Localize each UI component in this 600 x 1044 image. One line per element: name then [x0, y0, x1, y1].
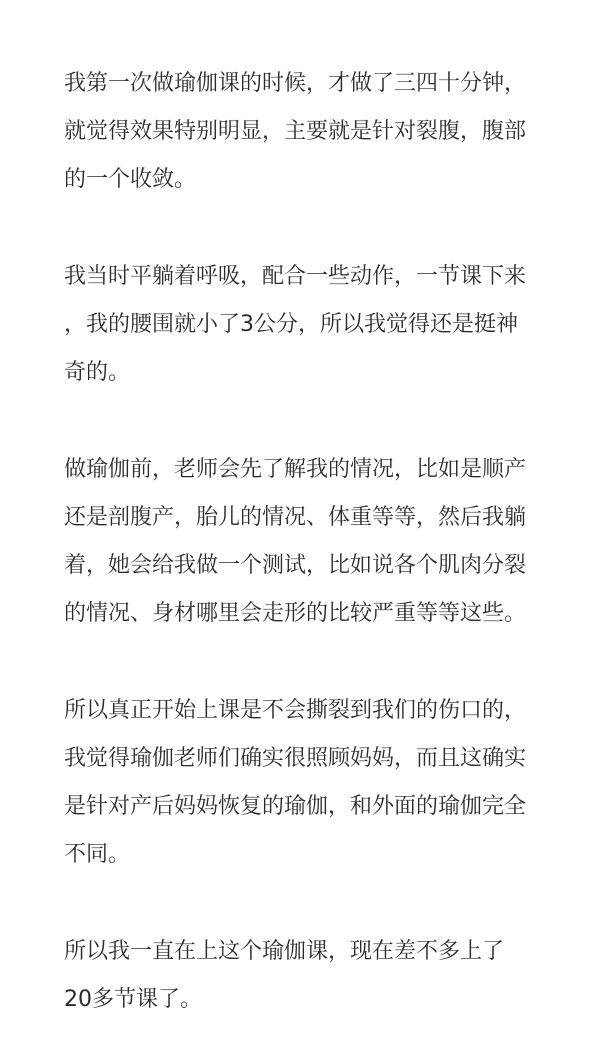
paragraph-3: [64, 446, 554, 638]
text-line: 就觉得效果特别明显，主要就是针对裂腹，腹部: [64, 119, 527, 144]
text-line: 着，她会给我做一个测试，比如说各个肌肉分裂: [64, 553, 527, 578]
text-line: 所以真正开始上课是不会撕裂到我们的伤口的，: [64, 698, 527, 723]
paragraph-2: [64, 253, 554, 397]
text-line: 我当时平躺着呼吸，配合一些动作，一节课下来: [64, 264, 527, 289]
paragraph-4: [64, 687, 554, 879]
article-body: [64, 60, 554, 1024]
text-line: 奇的。: [64, 360, 131, 385]
text-line: 的情况、身材哪里会走形的比较严重等等这些。: [64, 601, 527, 626]
text-line: 还是剖腹产，胎儿的情况、体重等等，然后我躺: [64, 505, 527, 530]
paragraph-5: [64, 928, 554, 1024]
text-line: ，我的腰围就小了3公分，所以我觉得还是挺神: [64, 312, 518, 337]
text-line: 做瑜伽前，老师会先了解我的情况，比如是顺产: [64, 457, 527, 482]
text-line: 不同。: [64, 842, 131, 867]
text-line: 的一个收敛。: [64, 167, 197, 192]
text-line: 我第一次做瑜伽课的时候，才做了三四十分钟，: [64, 71, 527, 96]
text-line: 20多节课了。: [64, 987, 202, 1012]
text-line: 我觉得瑜伽老师们确实很照顾妈妈，而且这确实: [64, 746, 527, 771]
text-line: 是针对产后妈妈恢复的瑜伽，和外面的瑜伽完全: [64, 794, 527, 819]
paragraph-1: [64, 60, 554, 204]
text-line: 所以我一直在上这个瑜伽课，现在差不多上了: [64, 939, 505, 964]
